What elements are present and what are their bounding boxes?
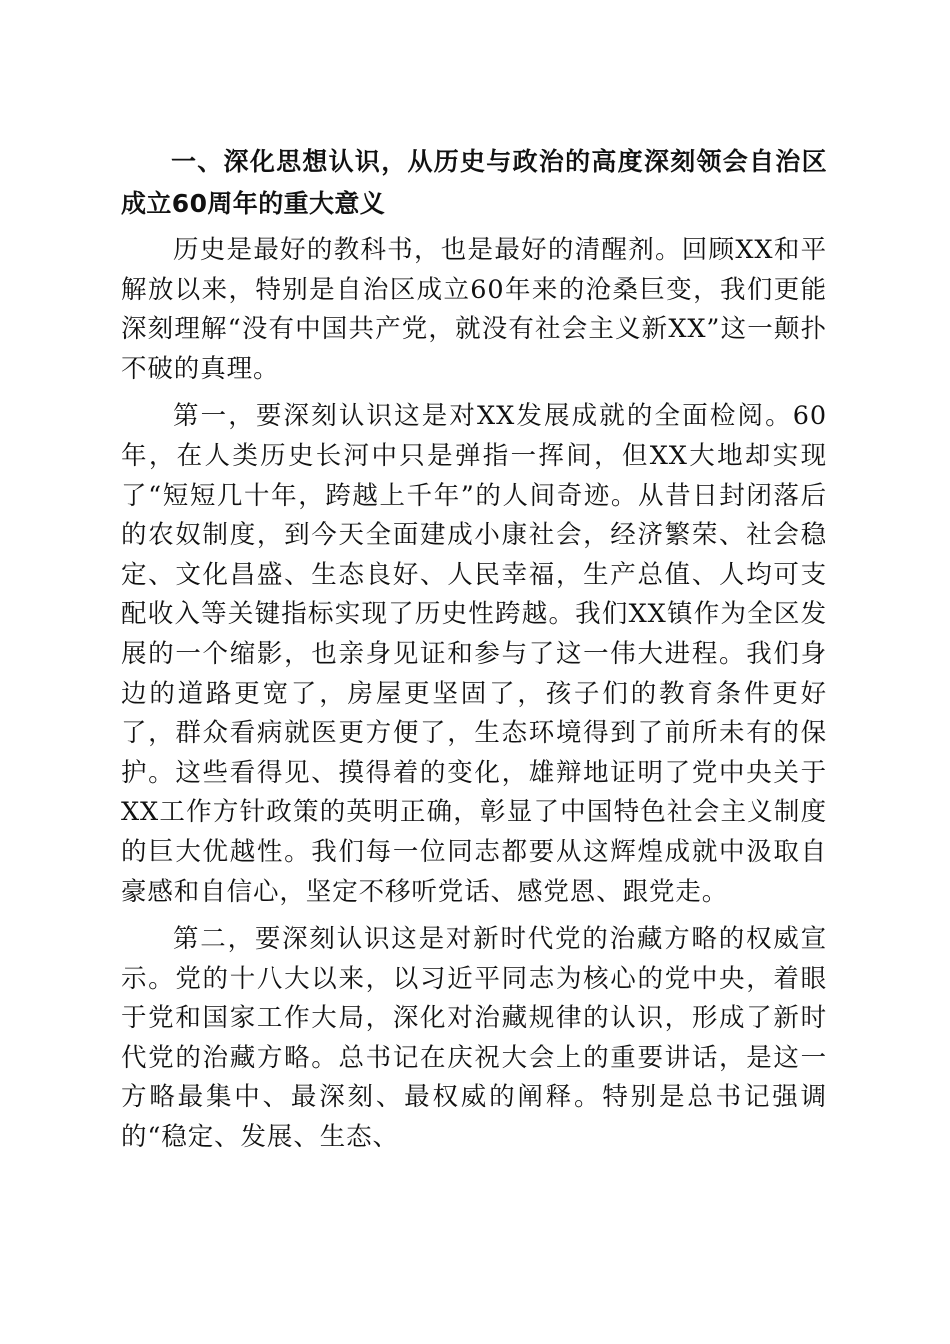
paragraph-first-point: 第一，要深刻认识这是对XX发展成就的全面检阅。60年，在人类历史长河中只是弹指一挥间，但XX大地却实现了“短短几十年，跨越上千年”的人间奇迹。从昔日封闭落后的农奴制度，到今天全面建成小康社会，经济繁荣、社会稳定、文化昌盛、生态良好、人民幸福，生产总值、人均可支配收入等关键指标实现了历史性跨越。我们XX镇作为全区发展的一个缩影，也亲身见证和参与了这一伟大进程。我们身边的道路更宽了，房屋更坚固了，孩子们的教育条件更好了，群众看病就医更方便了，生态环境得到了前所未有的保护。这些看得见、摸得着的变化，雄辩地证明了党中央关于XX工作方针政策的英明正确，彰显了中国特色社会主义制度的巨大优越性。我们每一位同志都要从这辉煌成就中汲取自豪感和自信心，坚定不移听党话、感党恩、跟党走。 — [121, 401, 827, 907]
document-body — [121, 141, 827, 1166]
paragraph-second-point: 第二，要深刻认识这是对新时代党的治藏方略的权威宣示。党的十八大以来，以习近平同志为核心的党中央，着眼于党和国家工作大局，深化对治藏规律的认识，形成了新时代党的治藏方略。总书记在庆祝大会上的重要讲话，是这一方略最集中、最深刻、最权威的阐释。特别是总书记强调的“稳定、发展、生态、 — [121, 924, 827, 1153]
paragraph-history: 历史是最好的教科书，也是最好的清醒剂。回顾XX和平解放以来，特别是自治区成立60年来的沧桑巨变，我们更能深刻理解“没有中国共产党，就没有社会主义新XX”这一颠扑不破的真理。 — [121, 235, 827, 384]
section-heading: 一、深化思想认识，从历史与政治的高度深刻领会自治区成立60周年的重大意义 — [121, 147, 827, 218]
